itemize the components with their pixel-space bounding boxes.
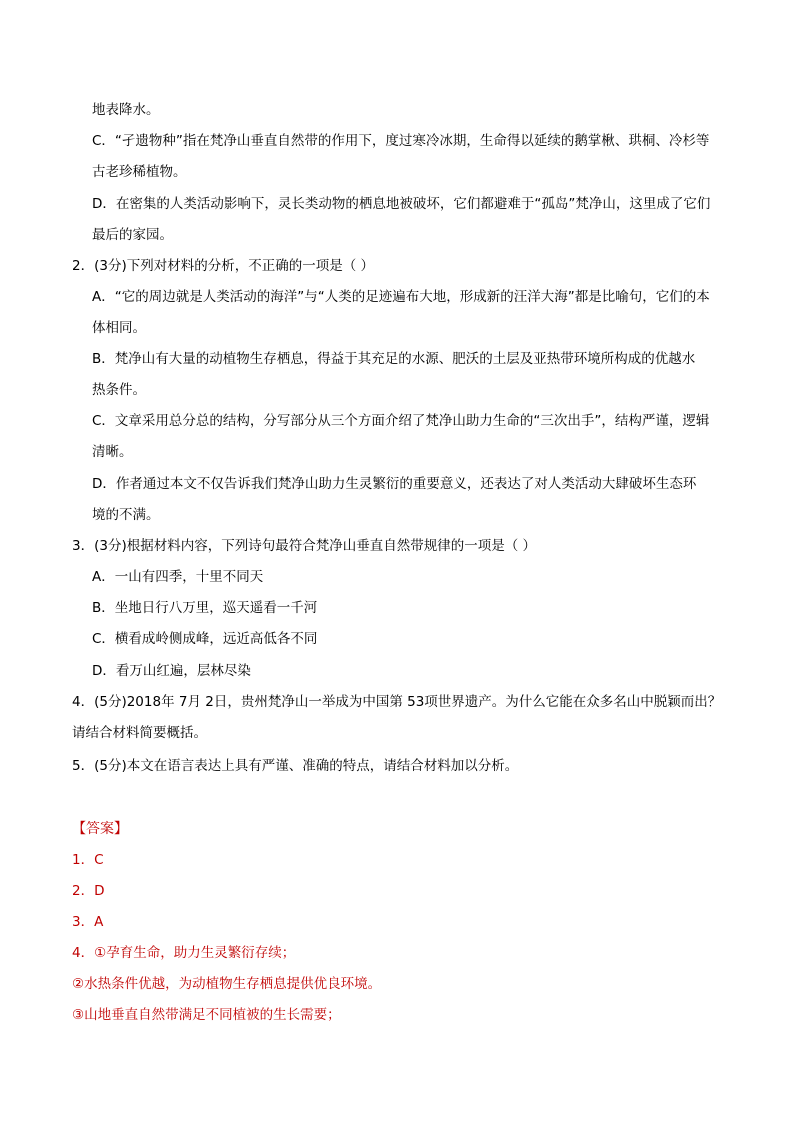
q1-tail-line: 地表降水。 <box>92 102 160 118</box>
q2-option-c-line1: C．文章采用总分总的结构，分写部分从三个方面介绍了梵净山助力生命的“三次出手”，结构严谨，逻辑 <box>92 413 710 429</box>
q4-line2: 请结合材料简要概括。 <box>72 725 207 741</box>
answer-2: 2．D <box>72 883 105 899</box>
q2-option-a-line1: A．“它的周边就是人类活动的海洋”与“人类的足迹遍布大地，形成新的汪洋大海”都是比喻句，它们的本 <box>92 289 710 305</box>
q4-line1: 4．(5分)2018年 7月 2日，贵州梵净山一举成为中国第 53项世界遗产。为什么它能在众多名山中脱颖而出？ <box>72 694 722 710</box>
q2-option-d-line1: D．作者通过本文不仅告诉我们梵净山助力生灵繁衍的重要意义，还表达了对人类活动大肆破坏生态环 <box>92 476 697 492</box>
q3-option-a: A．一山有四季，十里不同天 <box>92 569 264 585</box>
answer-4-line1: 4．①孕育生命，助力生灵繁衍存续； <box>72 945 296 961</box>
q1-option-d-line1: D．在密集的人类活动影响下，灵长类动物的栖息地被破坏，它们都避难于“孤岛”梵净山，这里成了它们 <box>92 196 711 212</box>
q5-line1: 5．(5分)本文在语言表达上具有严谨、准确的特点，请结合材料加以分析。 <box>72 758 519 774</box>
q3-option-b: B．坐地日行八万里，巡天遥看一千河 <box>92 600 318 616</box>
q2-option-b-line2: 热条件。 <box>92 382 146 398</box>
q1-option-d-line2: 最后的家园。 <box>92 227 173 243</box>
q2-option-a-line2: 体相同。 <box>92 320 146 336</box>
q2-option-c-line2: 清晰。 <box>92 444 133 460</box>
q2-option-d-line2: 境的不满。 <box>92 507 160 523</box>
q2-option-b-line1: B．梵净山有大量的动植物生存栖息，得益于其充足的水源、肥沃的土层及亚热带环境所构成的优越水 <box>92 351 696 367</box>
answer-4-line2: ②水热条件优越，为动植物生存栖息提供优良环境。 <box>72 976 382 992</box>
answers-heading: 【答案】 <box>72 821 128 837</box>
q1-option-c-line2: 古老珍稀植物。 <box>92 164 187 180</box>
q2-stem: 2．(3分)下列对材料的分析，不正确的一项是（ ） <box>72 258 375 274</box>
q1-option-c-line1: C．“孑遗物种”指在梵净山垂直自然带的作用下，度过寒冷冰期，生命得以延续的鹅掌楸、珙桐、冷杉等 <box>92 133 710 149</box>
q3-option-c: C．横看成岭侧成峰，远近高低各不同 <box>92 631 318 647</box>
answer-4-line3: ③山地垂直自然带满足不同植被的生长需要； <box>72 1007 341 1023</box>
answer-3: 3．A <box>72 914 104 930</box>
answer-1: 1．C <box>72 852 104 868</box>
q3-stem: 3．(3分)根据材料内容，下列诗句最符合梵净山垂直自然带规律的一项是（ ） <box>72 538 537 554</box>
q3-option-d: D．看万山红遍，层林尽染 <box>92 663 251 679</box>
